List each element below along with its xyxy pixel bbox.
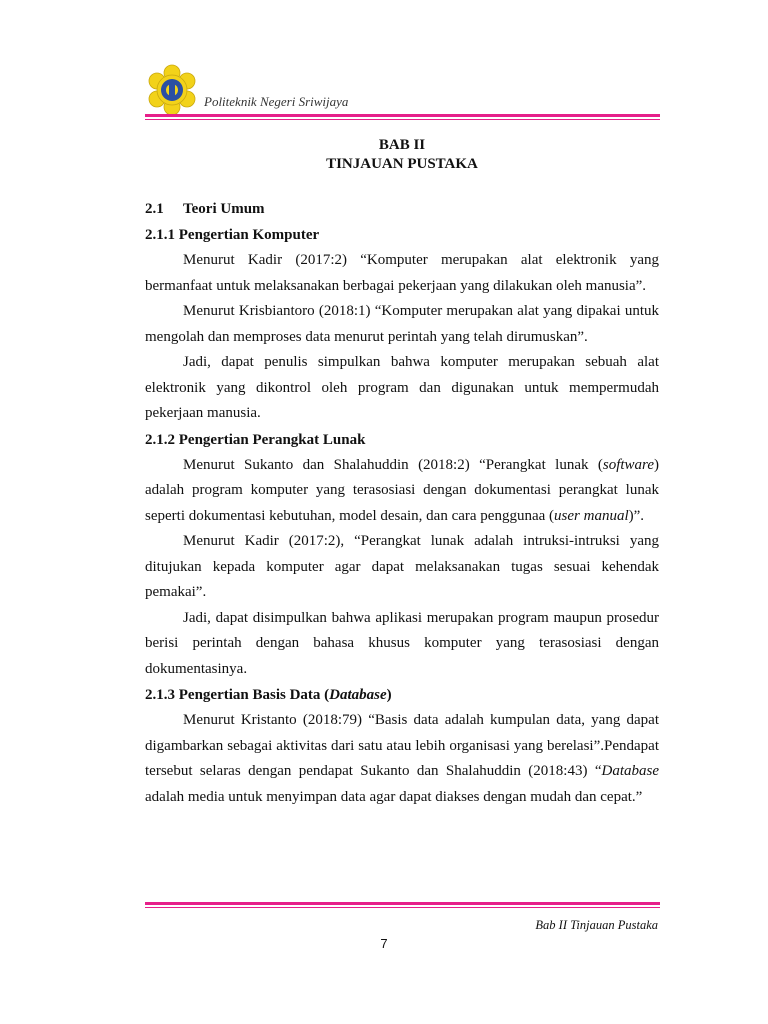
header-institution: Politeknik Negeri Sriwijaya — [204, 94, 349, 109]
section-title: Teori Umum — [183, 201, 265, 217]
section-heading-2-1-2: 2.1.2 Pengertian Perangkat Lunak — [145, 431, 366, 448]
footer-chapter: Bab II Tinjauan Pustaka — [535, 918, 658, 932]
italic-term: user manual — [554, 507, 629, 524]
section-number: 2.1 — [145, 201, 164, 217]
chapter-title — [145, 136, 659, 174]
page-content — [145, 136, 659, 810]
chapter-name: TINJAUAN PUSTAKA — [326, 156, 478, 172]
text-run: ) adalah program komputer yang terasosiasi dengan dokumentasi perangkat lunak seperti dokumentasi kebutuhan, model desain, dan cara penggunaa ( — [145, 456, 659, 524]
footer-rule-thick — [145, 902, 660, 905]
page-number: 7 — [380, 936, 388, 951]
paragraph — [145, 708, 659, 810]
header-rule-thin — [145, 119, 660, 120]
paragraph: Jadi, dapat penulis simpulkan bahwa komputer merupakan sebuah alat elektronik yang dikontrol oleh program dan digunakan untuk mempermudah pekerjaan manusia. — [145, 354, 659, 421]
section-heading-2-1 — [145, 196, 659, 222]
section-heading-2-1-1: 2.1.1 Pengertian Komputer — [145, 227, 320, 243]
italic-term: Database — [329, 687, 387, 703]
header-rule-thick — [145, 114, 660, 117]
polsri-logo-icon — [146, 64, 198, 116]
italic-term: Database — [601, 763, 659, 779]
paragraph: Menurut Krisbiantoro (2018:1) “Komputer merupakan alat yang dipakai untuk mengolah dan memproses data menurut perintah yang telah dirumuskan”. — [145, 303, 659, 345]
paragraph: Menurut Kadir (2017:2) “Komputer merupakan alat elektronik yang bermanfaat untuk melaksanakan berbagai pekerjaan yang dilakukan oleh manusia”. — [145, 252, 659, 294]
chapter-number: BAB II — [378, 137, 426, 153]
paragraph — [145, 453, 659, 530]
text-run: )”. — [628, 507, 645, 524]
text-run: 2.1.3 Pengertian Basis Data ( — [145, 687, 330, 703]
text-run: Menurut Kristanto (2018:79) “Basis data adalah kumpulan data, yang dapat digambarkan sebagai aktivitas dari satu atau lebih organisasi yang berelasi”.Pendapat tersebut selaras dengan pendapat Sukanto dan Shalahuddin (2018:43) “ — [145, 712, 659, 779]
text-run: Menurut Sukanto dan Shalahuddin (2018:2) “Perangkat lunak ( — [183, 456, 603, 473]
italic-term: software — [602, 456, 654, 473]
paragraph: Menurut Kadir (2017:2), “Perangkat lunak adalah intruksi-intruksi yang ditujukan kepada komputer agar dapat melaksanakan tugas sesuai kehendak pemakai”. — [145, 533, 659, 600]
paragraph: Jadi, dapat disimpulkan bahwa aplikasi merupakan program maupun prosedur berisi perintah dengan bahasa khusus komputer yang terasosiasi dengan dokumentasinya. — [145, 609, 659, 677]
section-heading-2-1-3 — [145, 682, 659, 708]
text-run: adalah media untuk menyimpan data agar dapat diakses dengan mudah dan cepat.” — [145, 788, 643, 805]
text-run: ) — [386, 687, 392, 703]
footer-rule-thin — [145, 907, 660, 908]
